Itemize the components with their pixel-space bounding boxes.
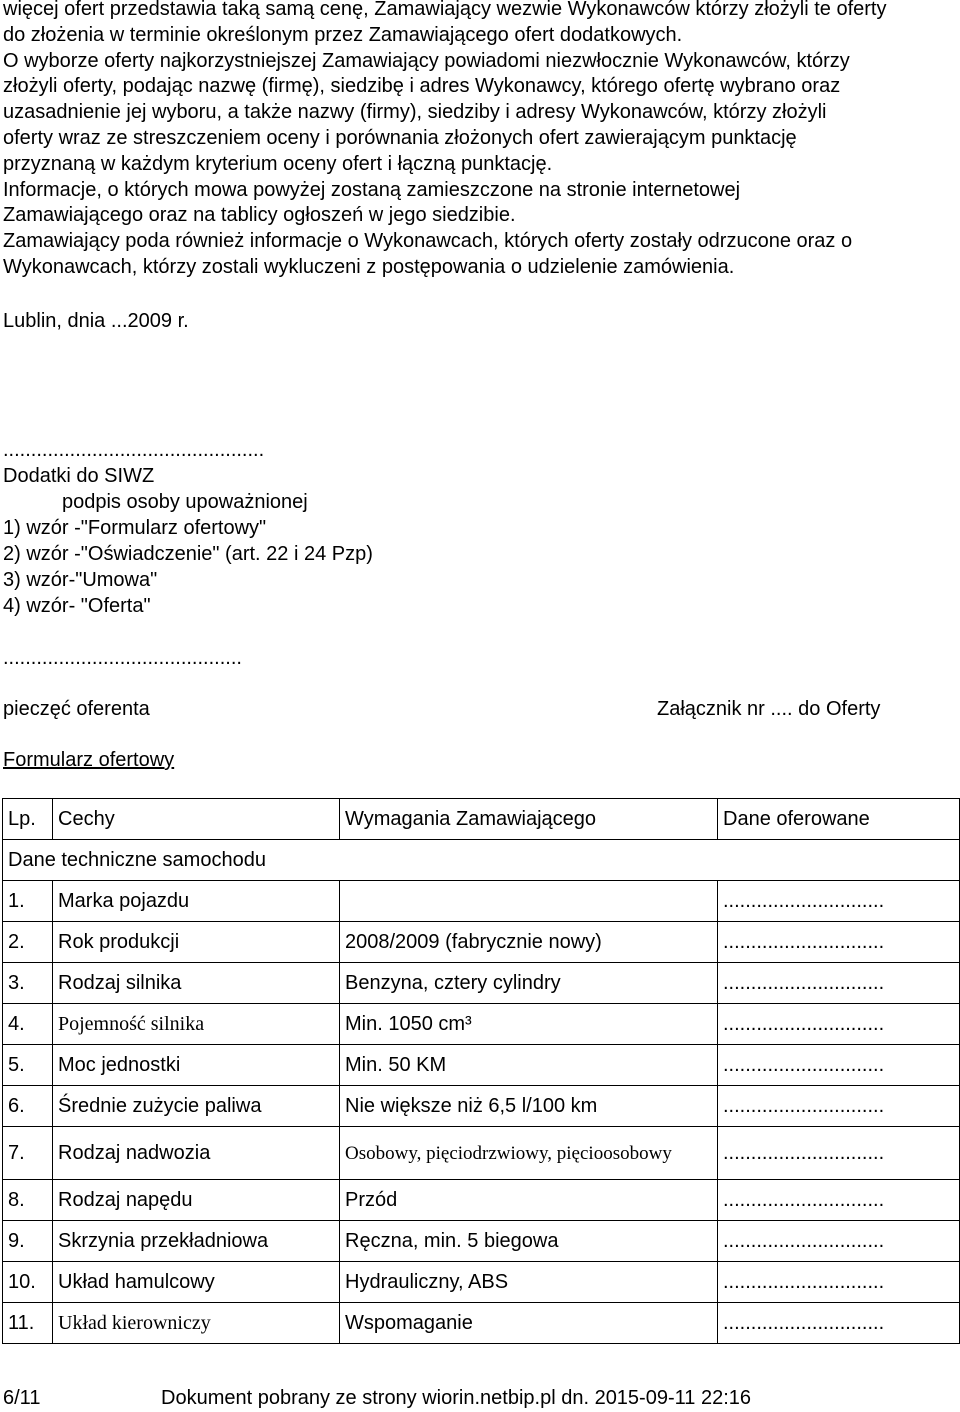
row-cecha: Pojemność silnika bbox=[53, 1004, 340, 1045]
appendix-title: Dodatki do SIWZ bbox=[3, 465, 155, 487]
row-cecha: Rodzaj silnika bbox=[53, 963, 340, 1004]
row-dane: ............................. bbox=[718, 963, 960, 1004]
row-cecha: Rok produkcji bbox=[53, 922, 340, 963]
row-cecha: Marka pojazdu bbox=[53, 881, 340, 922]
form-title: Formularz ofertowy bbox=[3, 749, 175, 771]
row-lp: 8. bbox=[3, 1180, 53, 1221]
row-cecha: Średnie zużycie paliwa bbox=[53, 1086, 340, 1127]
row-lp: 2. bbox=[3, 922, 53, 963]
appendix-item: 3) wzór-"Umowa" bbox=[3, 569, 158, 591]
row-wymaganie: Nie większe niż 6,5 l/100 km bbox=[340, 1086, 718, 1127]
row-wymaganie bbox=[340, 881, 718, 922]
intro-line: przyznaną w każdym kryterium oceny ofert i łączną punktację. bbox=[3, 152, 553, 175]
row-dane: ............................. bbox=[718, 1221, 960, 1262]
row-dane: ............................. bbox=[718, 1127, 960, 1180]
table-row bbox=[3, 881, 960, 922]
row-dane: ............................. bbox=[718, 881, 960, 922]
signature-dots: ............................................... bbox=[3, 439, 265, 461]
row-dane: ............................. bbox=[718, 922, 960, 963]
table-row bbox=[3, 1221, 960, 1262]
row-dane: ............................. bbox=[718, 1004, 960, 1045]
intro-line: Wykonawcach, którzy zostali wykluczeni z postępowania o udzielenie zamówienia. bbox=[3, 255, 735, 278]
row-cecha: Rodzaj nadwozia bbox=[53, 1127, 340, 1180]
row-wymaganie: Przód bbox=[340, 1180, 718, 1221]
signature-label: podpis osoby upoważnionej bbox=[62, 491, 308, 513]
page-number: 6/11 bbox=[3, 1387, 41, 1409]
row-wymaganie: Ręczna, min. 5 biegowa bbox=[340, 1221, 718, 1262]
row-cecha: Rodzaj napędu bbox=[53, 1180, 340, 1221]
table-header-row bbox=[3, 799, 960, 840]
intro-line: O wyborze oferty najkorzystniejszej Zamawiający powiadomi niezwłocznie Wykonawców, którzy bbox=[3, 49, 850, 72]
row-dane: ............................. bbox=[718, 1262, 960, 1303]
row-wymaganie: Osobowy, pięciodrzwiowy, pięcioosobowy bbox=[340, 1127, 718, 1180]
row-cecha: Układ hamulcowy bbox=[53, 1262, 340, 1303]
row-cecha: Układ kierowniczy bbox=[53, 1303, 340, 1344]
table-row bbox=[3, 1004, 960, 1045]
row-wymaganie: 2008/2009 (fabrycznie nowy) bbox=[340, 922, 718, 963]
table-row bbox=[3, 1303, 960, 1344]
table-section-row bbox=[3, 840, 960, 881]
row-cecha: Moc jednostki bbox=[53, 1045, 340, 1086]
appendix-item: 4) wzór- "Oferta" bbox=[3, 595, 151, 617]
intro-paragraph bbox=[3, 0, 957, 281]
row-lp: 4. bbox=[3, 1004, 53, 1045]
row-wymaganie: Hydrauliczny, ABS bbox=[340, 1262, 718, 1303]
table-row bbox=[3, 1262, 960, 1303]
attachment-label: Załącznik nr .... do Oferty bbox=[657, 698, 881, 720]
row-cecha: Skrzynia przekładniowa bbox=[53, 1221, 340, 1262]
table-row bbox=[3, 1086, 960, 1127]
intro-line: więcej ofert przedstawia taką samą cenę, Zamawiający wezwie Wykonawców którzy złożyli te oferty bbox=[3, 0, 887, 20]
stamp-label: pieczęć oferenta bbox=[3, 698, 150, 720]
row-wymaganie: Wspomaganie bbox=[340, 1303, 718, 1344]
row-dane: ............................. bbox=[718, 1086, 960, 1127]
row-wymaganie: Min. 50 KM bbox=[340, 1045, 718, 1086]
intro-line: do złożenia w terminie określonym przez Zamawiającego ofert dodatkowych. bbox=[3, 23, 683, 46]
source-note: Dokument pobrany ze strony wiorin.netbip.pl dn. 2015-09-11 22:16 bbox=[161, 1387, 751, 1409]
row-lp: 9. bbox=[3, 1221, 53, 1262]
table-row bbox=[3, 963, 960, 1004]
intro-line: oferty wraz ze streszczeniem oceny i porównania złożonych ofert zawierającym punktację bbox=[3, 126, 797, 149]
table-row bbox=[3, 1127, 960, 1180]
row-lp: 6. bbox=[3, 1086, 53, 1127]
row-lp: 11. bbox=[3, 1303, 53, 1344]
row-lp: 10. bbox=[3, 1262, 53, 1303]
row-wymaganie: Benzyna, cztery cylindry bbox=[340, 963, 718, 1004]
intro-line: uzasadnienie jej wyboru, a także nazwy (firmy), siedziby i adresy Wykonawców, którzy złożyli bbox=[3, 101, 827, 124]
spec-table bbox=[2, 798, 960, 1344]
intro-line: Zamawiający poda również informacje o Wykonawcach, których oferty zostały odrzucone oraz o bbox=[3, 230, 853, 253]
row-lp: 5. bbox=[3, 1045, 53, 1086]
row-dane: ............................. bbox=[718, 1303, 960, 1344]
row-dane: ............................. bbox=[718, 1180, 960, 1221]
intro-line: Zamawiającego oraz na tablicy ogłoszeń w jego siedzibie. bbox=[3, 204, 516, 227]
appendix-item: 1) wzór -"Formularz ofertowy" bbox=[3, 517, 267, 539]
header-dane: Dane oferowane bbox=[718, 799, 960, 840]
row-wymaganie: Min. 1050 cm³ bbox=[340, 1004, 718, 1045]
table-row bbox=[3, 922, 960, 963]
appendix-item: 2) wzór -"Oświadczenie" (art. 22 i 24 Pzp) bbox=[3, 543, 373, 565]
header-lp: Lp. bbox=[3, 799, 53, 840]
date-line: Lublin, dnia ...2009 r. bbox=[3, 310, 189, 332]
section-label: Dane techniczne samochodu bbox=[3, 840, 960, 881]
row-dane: ............................. bbox=[718, 1045, 960, 1086]
row-lp: 3. bbox=[3, 963, 53, 1004]
header-cechy: Cechy bbox=[53, 799, 340, 840]
intro-line: Informacje, o których mowa powyżej zostaną zamieszczone na stronie internetowej bbox=[3, 178, 741, 201]
table-row bbox=[3, 1045, 960, 1086]
table-row bbox=[3, 1180, 960, 1221]
row-lp: 7. bbox=[3, 1127, 53, 1180]
header-wymagania: Wymagania Zamawiającego bbox=[340, 799, 718, 840]
intro-line: złożyli oferty, podając nazwę (firmę), siedzibę i adres Wykonawcy, którego ofertę wybrano oraz bbox=[3, 75, 841, 98]
row-lp: 1. bbox=[3, 881, 53, 922]
table-body bbox=[3, 881, 960, 1344]
stamp-dots: ........................................... bbox=[3, 647, 242, 669]
